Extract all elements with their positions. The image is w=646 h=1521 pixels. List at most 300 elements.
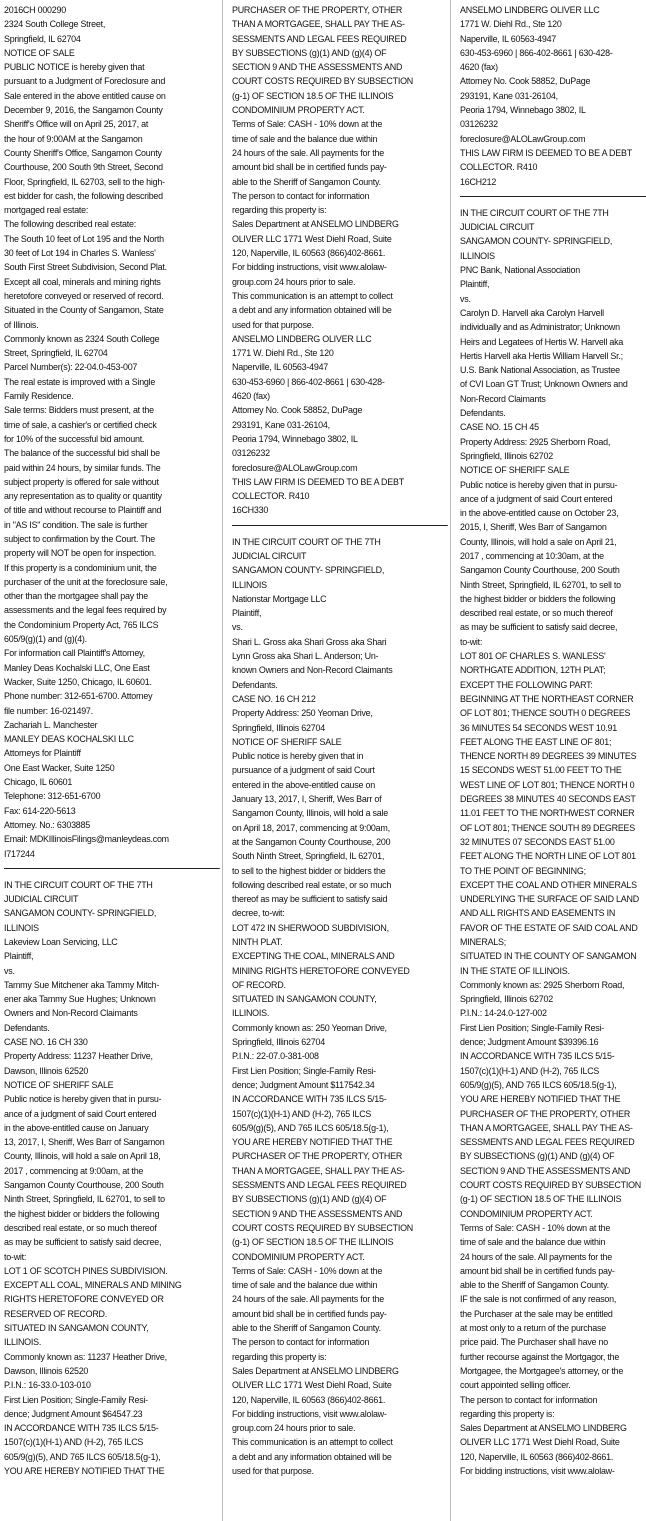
notice-text-line: LOT 472 IN SHERWOOD SUBDIVISION, [232,922,389,934]
notice-text-line: FEET ALONG THE NORTH LINE OF LOT 801 [460,851,636,863]
notice-text-line: THAN A MORTGAGEE, SHALL PAY THE AS- [232,19,405,31]
notice-text-line: dence; Judgment Amount $39396.16 [460,1037,599,1049]
notice-text-line: SESSMENTS AND LEGAL FEES REQUIRED [232,1180,407,1192]
notice-text-line: South First Street Subdivision, Second Plat. [4,262,167,274]
notice-text-line: foreclosure@ALOLawGroup.com [232,462,358,474]
notice-text-line: 605/9(g)(5), AND 765 ILCS 605/18.5(g-1), [232,1122,389,1134]
notice-text-line: RESERVED OF RECORD. [4,1308,107,1320]
notice-text-line: Sangamon County Courthouse, 200 South [4,1180,164,1192]
notice-text-line: 24 hours of the sale. All payments for the [460,1251,612,1263]
notice-text-line: 605/9(g)(5), AND 765 ILCS 605/18.5(g-1), [4,1451,161,1463]
notice-text-line: of title and without recourse to Plaintiff and [4,505,162,517]
notice-text-line: OF LOT 801; THENCE SOUTH 89 DEGREES [460,822,635,834]
notice-text-line: SECTION 9 AND THE ASSESSMENTS AND [232,1208,403,1220]
notice-text-line: regarding this property is: [460,1408,555,1420]
notice-text-line: P.I.N.: 14-24.0-127-002 [460,1008,547,1020]
notice-text-line: The person to contact for information [460,1394,598,1406]
notice-text-line: amount bid shall be in certified funds pay- [460,1265,615,1277]
notice-text-line: THAN A MORTGAGEE, SHALL PAY THE AS- [460,1122,633,1134]
notice-text-line: COURT COSTS REQUIRED BY SUBSECTION [232,1222,413,1234]
notice-text-line: Lakeview Loan Servicing, LLC [4,937,118,948]
notice-text-line: time of sale, a cashier's or certified check [4,419,157,431]
notice-text-line: COURT COSTS REQUIRED BY SUBSECTION [460,1180,641,1192]
notice-text-line: Mortgagee, the Mortgagee's attorney, or the [460,1365,624,1377]
legal-notice [4,4,193,862]
notice-text-line: ILLINOIS [460,250,495,262]
notice-text-line: group.com 24 hours prior to sale. [232,276,356,288]
notice-text-line: SESSMENTS AND LEGAL FEES REQUIRED [232,33,407,45]
notice-text-line: ILLINOIS. [232,1008,270,1020]
notice-text-line: NOTICE OF SHERIFF SALE [460,465,570,477]
notice-text-line: Hertis Harvell aka Hertis William Harvell Sr.; [460,350,623,362]
notice-text-line: 1507(c)(1)(H-1) AND (H-2), 765 ILCS [232,1108,372,1120]
notice-text-line: Except all coal, minerals and mining rights [4,276,161,288]
notice-text-line: group.com 24 hours prior to sale. [232,1423,356,1435]
notice-text-line: IN THE CIRCUIT COURT OF THE 7TH [460,207,609,219]
notice-text-line: of CVI Loan GT Trust; Unknown Owners and [460,379,628,391]
notice-text-line: The following described real estate: [4,219,136,231]
notice-text-line: on April 18, 2017, commencing at 9:00am, [232,822,390,834]
notice-text-line: 24 hours of the sale. All payments for the [232,147,384,159]
notice-text-line: Property Address: 250 Yeoman Drive, [232,708,373,720]
notice-separator [232,525,448,526]
notice-text-line: SITUATED IN THE COUNTY OF SANGAMON [460,951,637,963]
notice-text-line: The person to contact for information [232,1337,370,1349]
notice-text-line: vs. [460,293,471,305]
notice-text-line: at the Sangamon County Courthouse, 200 [232,836,391,848]
legal-notice [232,4,421,519]
notice-text-line: MINING RIGHTS HERETOFORE CONVEYED [232,965,410,977]
notice-text-line: in the above-entitled cause on October 23, [460,508,619,520]
notice-text-line: 630-453-6960 | 866-402-8661 | 630-428- [232,376,385,388]
notice-text-line: for 10% of the successful bid amount. [4,433,145,445]
notice-text-line: 1507(c)(1)(H-1) AND (H-2), 765 ILCS [4,1437,144,1449]
notice-text-line: a debt and any information obtained will be [232,305,392,317]
notice-text-line: Peoria 1794, Winnebago 3802, IL [232,433,358,445]
notice-text-line: IN THE STATE OF ILLINOIS. [460,965,570,977]
notice-text-line: Springfield, Illinois 62702 [460,450,553,462]
notice-text-line: Sales Department at ANSELMO LINDBERG [460,1423,627,1435]
notice-text-line: the highest bidder or bidders the following [4,1208,160,1220]
notice-text-line: subject property is offered for sale without [4,476,159,488]
notice-text-line: YOU ARE HEREBY NOTIFIED THAT THE [4,1465,165,1477]
notice-text-line: SITUATED IN SANGAMON COUNTY, [4,1323,149,1335]
notice-text-line: the Condominium Property Act, 765 ILCS [4,619,159,631]
notice-text-line: mortgaged real estate: [4,205,89,217]
notice-text-line: 13, 2017, I, Sheriff, Wes Barr of Sangamon [4,1137,165,1149]
notice-text-line: NOTICE OF SALE [4,47,75,59]
notice-text-line: described real estate, or so much thereof [460,608,613,620]
notice-text-line: The real estate is improved with a Single [4,376,156,388]
notice-text-line: THENCE NORTH 89 DEGREES 39 MINUTES [460,751,637,763]
notice-text-line: time of sale and the balance due within [460,1237,606,1249]
notice-text-line: WEST LINE OF LOT 801; THENCE NORTH 0 [460,779,635,791]
notice-text-line: Plaintiff, [4,951,34,963]
notice-text-line: 1507(c)(1)(H-1) AND (H-2), 765 ILCS [460,1065,600,1077]
notice-text-line: Terms of Sale: CASH - 10% down at the [232,1265,383,1277]
notice-text-line: OLIVER LLC 1771 West Diehl Road, Suite [460,1437,620,1449]
notice-text-line: Non-Record Claimants [460,393,546,405]
notice-text-line: Plaintiff, [460,279,490,291]
notice-text-line: used for that purpose. [232,319,314,331]
notice-text-line: THIS LAW FIRM IS DEEMED TO BE A DEBT [232,476,404,488]
notice-text-line: PURCHASER OF THE PROPERTY, OTHER [232,5,403,16]
notice-text-line: 4620 (fax) [232,391,270,403]
notice-text-line: 120, Naperville, IL 60563 (866)402-8661. [232,248,386,260]
notice-text-line: 605/9(g)(1) and (g)(4). [4,634,87,646]
notice-text-line: AND ALL RIGHTS AND EASEMENTS IN [460,908,616,920]
notice-text-line: NORTHGATE ADDITION, 12TH PLAT; [460,665,606,677]
notice-text-line: Attorney No. Cook 58852, DuPage [232,405,363,417]
notice-text-line: any representation as to quality or quantity [4,491,162,503]
notice-text-line: at most only to a return of the purchase [460,1323,606,1335]
notice-text-line: BY SUBSECTIONS (g)(1) AND (g)(4) OF [460,1151,615,1163]
notice-text-line: Phone number: 312-651-6700. Attorney [4,691,153,703]
notice-text-line: PURCHASER OF THE PROPERTY, OTHER [232,1151,403,1163]
notice-text-line: subject to confirmation by the Court. The [4,533,155,545]
notice-text-line: ILLINOIS [4,922,39,934]
notice-text-line: Sangamon County Courthouse, 200 South [460,565,620,577]
notice-text-line: Property Address: 11237 Heather Drive, [4,1051,153,1063]
notice-text-line: OLIVER LLC 1771 West Diehl Road, Suite [232,1380,392,1392]
notice-text-line: IN THE CIRCUIT COURT OF THE 7TH [4,879,153,891]
notice-text-line: described real estate, or so much thereof [4,1222,157,1234]
notice-text-line: PURCHASER OF THE PROPERTY, OTHER [460,1108,631,1120]
notice-text-line: dence; Judgment Amount $117542.34 [232,1079,375,1091]
notice-text-line: CASE NO. 16 CH 212 [232,693,316,705]
notice-text-line: MINERALS; [460,937,507,948]
notice-text-line: Fax: 614-220-5613 [4,805,76,817]
notice-text-line: THIS LAW FIRM IS DEEMED TO BE A DEBT [460,147,632,159]
notice-text-line: 605/9(g)(5), AND 765 ILCS 605/18.5(g-1), [460,1079,617,1091]
notice-text-line: foreclosure@ALOLawGroup.com [460,133,586,145]
notice-text-line: Carolyn D. Harvell aka Carolyn Harvell [460,307,604,319]
notice-text-line: Defendants. [4,1022,50,1034]
notice-text-line: IN THE CIRCUIT COURT OF THE 7TH [232,536,381,548]
notice-text-line: ance of a judgment of said Court entered [460,493,613,505]
notice-text-line: RIGHTS HERETOFORE CONVEYED OR [4,1294,164,1306]
notice-text-line: Manley Deas Kochalski LLC, One East [4,662,150,674]
notice-text-line: Terms of Sale: CASH - 10% down at the [232,119,383,131]
notice-text-line: thereof as may be sufficient to satisfy said [232,894,388,906]
notice-text-line: following described real estate, or so much [232,879,392,891]
notice-text-line: The balance of the successful bid shall be [4,448,160,460]
notice-text-line: Shari L. Gross aka Shari Gross aka Shari [232,636,387,648]
notice-text-line: vs. [232,622,243,634]
notice-text-line: pursuant to a Judgment of Foreclosure and [4,76,166,88]
notice-text-line: This communication is an attempt to collect [232,290,393,302]
notice-text-line: ANSELMO LINDBERG OLIVER LLC [460,5,600,16]
notice-text-line: 293191, Kane 031-26104, [460,90,558,102]
notice-text-line: 16CH330 [232,505,269,517]
notice-text-line: (g-1) OF SECTION 18.5 OF THE ILLINOIS [460,1194,622,1206]
notice-text-line: other than the mortgagee shall pay the [4,591,148,603]
notice-separator [4,868,220,869]
notice-text-line: NOTICE OF SHERIFF SALE [232,736,342,748]
notice-text-line: LOT 801 OF CHARLES S. WANLESS' [460,651,606,663]
notice-text-line: assessments and the legal fees required by [4,605,167,617]
notice-text-line: 120, Naperville, IL 60563 (866)402-8661. [232,1394,386,1406]
notice-text-line: ener aka Tammy Sue Hughes; Unknown [4,994,156,1006]
notice-text-line: YOU ARE HEREBY NOTIFIED THAT THE [232,1137,393,1149]
notice-text-line: Attorney. No.: 6303885 [4,819,90,831]
notice-text-line: 32 MINUTES 07 SECONDS EAST 51.00 [460,836,615,848]
notice-text-line: January 13, 2017, I, Sheriff, Wes Barr of [232,794,382,806]
notice-text-line: Sales Department at ANSELMO LINDBERG [232,219,399,231]
notice-text-line: OLIVER LLC 1771 West Diehl Road, Suite [232,233,392,245]
notice-text-line: SANGAMON COUNTY- SPRINGFIELD, [4,908,157,920]
notice-text-line: BEGINNING AT THE NORTHEAST CORNER [460,693,634,705]
notice-text-line: County, Illinois, will hold a sale on April 21, [460,536,617,548]
notice-text-line: EXCEPT THE COAL AND OTHER MINERALS [460,879,637,891]
notice-text-line: OF LOT 801; THENCE SOUTH 0 DEGREES [460,708,631,720]
notice-text-line: SESSMENTS AND LEGAL FEES REQUIRED [460,1137,635,1149]
notice-text-line: as may be sufficient to satisfy said decree, [4,1237,162,1249]
notice-text-line: P.I.N.: 22-07.0-381-008 [232,1051,319,1063]
notice-text-line: For bidding instructions, visit www.alolaw- [232,262,387,274]
notice-text-line: U.S. Bank National Association, as Trustee [460,365,620,377]
notice-text-line: ance of a judgment of said Court entered [4,1108,157,1120]
notice-text-line: in "AS IS" condition. The sale is further [4,519,148,531]
notice-text-line: Dawson, Illinois 62520 [4,1365,89,1377]
notice-text-line: IN ACCORDANCE WITH 735 ILCS 5/15- [232,1094,387,1106]
notice-text-line: regarding this property is: [232,1351,327,1363]
notice-text-line: Courthouse, 200 South 9th Street, Second [4,162,163,174]
notice-text-line: 24 hours of the sale. All payments for the [232,1294,384,1306]
column-divider-1 [222,0,223,1521]
notice-text-line: South Ninth Street, Springfield, IL 62701, [232,851,385,863]
notice-text-line: the Purchaser at the sale may be entitled [460,1308,613,1320]
notice-text-line: SANGAMON COUNTY- SPRINGFIELD, [232,565,385,577]
notice-text-line: SANGAMON COUNTY- SPRINGFIELD, [460,236,613,248]
column-2 [232,4,421,1479]
notice-text-line: BY SUBSECTIONS (g)(1) AND (g)(4) OF [232,47,387,59]
notice-text-line: December 9, 2016, the Sangamon County [4,105,163,117]
notice-text-line: Defendants. [460,408,506,420]
notice-separator [460,196,646,197]
notice-text-line: 1771 W. Diehl Rd., Ste 120 [460,19,562,31]
notice-text-line: 630-453-6960 | 866-402-8661 | 630-428- [460,47,613,59]
notice-text-line: property will NOT be open for inspection. [4,548,156,560]
notice-text-line: Terms of Sale: CASH - 10% down at the [460,1222,611,1234]
notice-text-line: The person to contact for information [232,190,370,202]
notice-text-line: Ninth Street, Springfield, IL 62701, to sell to [460,579,621,591]
column-3 [460,4,646,1479]
notice-text-line: DEGREES 38 MINUTES 40 SECONDS EAST [460,794,636,806]
notice-text-line: BY SUBSECTIONS (g)(1) AND (g)(4) OF [232,1194,387,1206]
notice-text-line: Telephone: 312-651-6700 [4,791,101,803]
notice-text-line: UNDERLYING THE SURFACE OF SAID LAND [460,894,639,906]
notice-text-line: The South 10 feet of Lot 195 and the North [4,233,164,245]
notice-text-line: Attorneys for Plaintiff [4,748,81,760]
notice-text-line: 11.01 FEET TO THE NORTHWEST CORNER [460,808,635,820]
notice-text-line: Email: MDKIllinoisFilings@manleydeas.com [4,834,169,846]
notice-text-line: 2015, I, Sheriff, Wes Barr of Sangamon [460,522,607,534]
notice-text-line: used for that purpose. [232,1465,314,1477]
notice-text-line: Peoria 1794, Winnebago 3802, IL [460,105,586,117]
notice-text-line: THAN A MORTGAGEE, SHALL PAY THE AS- [232,1165,405,1177]
notice-text-line: 30 feet of Lot 194 in Charles S. Wanless' [4,248,156,260]
notice-text-line: 293191, Kane 031-26104, [232,419,330,431]
notice-text-line: County Sheriff's Office, Sangamon County [4,147,162,159]
notice-text-line: FAVOR OF THE ESTATE OF SAID COAL AND [460,922,638,934]
notice-text-line: LOT 1 OF SCOTCH PINES SUBDIVISION. [4,1265,168,1277]
notice-text-line: a debt and any information obtained will be [232,1451,392,1463]
notice-text-line: the highest bidder or bidders the following [460,593,616,605]
notice-text-line: One East Wacker, Suite 1250 [4,762,115,774]
notice-text-line: Owners and Non-Record Claimants [4,1008,138,1020]
notice-text-line: Family Residence. [4,391,74,403]
notice-text-line: TO THE POINT OF BEGINNING; [460,865,586,877]
notice-text-line: able to the Sheriff of Sangamon County. [232,176,381,188]
notice-text-line: pursuance of a judgment of said Court [232,765,375,777]
notice-text-line: price paid. The Purchaser shall have no [460,1337,609,1349]
notice-text-line: Nationstar Mortgage LLC [232,593,327,605]
notice-text-line: CONDOMINIUM PROPERTY ACT. [460,1208,593,1220]
notice-text-line: Heirs and Legatees of Hertis W. Harvell aka [460,336,624,348]
notice-text-line: Property Address: 2925 Sherborn Road, [460,436,611,448]
notice-text-line: SECTION 9 AND THE ASSESSMENTS AND [460,1165,631,1177]
notice-text-line: regarding this property is: [232,205,327,217]
notice-text-line: IN ACCORDANCE WITH 735 ILCS 5/15- [4,1423,159,1435]
notice-text-line: EXCEPTING THE COAL, MINERALS AND [232,951,395,963]
legal-notice [460,4,646,190]
notice-text-line: JUDICIAL CIRCUIT [460,222,535,234]
notice-text-line: ANSELMO LINDBERG OLIVER LLC [232,333,372,345]
notice-text-line: Zachariah L. Manchester [4,719,98,731]
notice-text-line: time of sale and the balance due within [232,1280,378,1292]
notice-text-line: CASE NO. 16 CH 330 [4,1037,88,1049]
notice-text-line: amount bid shall be in certified funds pay- [232,1308,387,1320]
notice-text-line: Naperville, IL 60563-4947 [460,33,557,45]
notice-text-line: 15 SECONDS WEST 51.00 FEET TO THE [460,765,622,777]
notice-text-line: Lynn Gross aka Shari L. Anderson; Un- [232,651,379,663]
notice-text-line: Dawson, Illinois 62520 [4,1065,89,1077]
notice-text-line: ILLINOIS [232,579,267,591]
notice-text-line: First Lien Position; Single-Family Resi- [232,1065,376,1077]
notice-text-line: to sell to the highest bidder or bidders the [232,865,386,877]
notice-text-line: time of sale and the balance due within [232,133,378,145]
notice-text-line: 2017 , commencing at 10:30am, at the [460,550,604,562]
notice-text-line: individually and as Administrator; Unknown [460,322,620,334]
notice-text-line: further recourse against the Mortgagor, the [460,1351,620,1363]
notice-text-line: Floor, Springfield, IL 62703, sell to the high- [4,176,165,188]
notice-text-line: est bidder for cash, the following described [4,190,163,202]
notice-text-line: Public notice is hereby given that in pursu- [4,1094,162,1106]
notice-text-line: This communication is an attempt to collect [232,1437,393,1449]
notice-text-line: For information call Plaintiff's Attorney, [4,648,145,660]
notice-text-line: Sangamon County, Illinois, will hold a sale [232,808,388,820]
notice-text-line: Chicago, IL 60601 [4,777,73,789]
notice-text-line: NINTH PLAT. [232,937,283,948]
notice-text-line: Public notice is hereby given that in pursu- [460,479,618,491]
notice-text-line: PNC Bank, National Association [460,265,580,277]
notice-text-line: (g-1) OF SECTION 18.5 OF THE ILLINOIS [232,1237,394,1249]
notice-text-line: OF RECORD. [232,979,286,991]
notice-text-line: EXCEPT THE FOLLOWING PART: [460,679,593,691]
notice-text-line: vs. [4,965,15,977]
notice-text-line: Naperville, IL 60563-4947 [232,362,329,374]
notice-text-line: decree, to-wit: [232,908,285,920]
notice-text-line: known Owners and Non-Record Claimants [232,665,393,677]
notice-text-line: Commonly known as: 2925 Sherborn Road, [460,979,625,991]
notice-text-line: For bidding instructions, visit www.alolaw- [232,1408,387,1420]
notice-text-line: Springfield, IL 62704 [4,33,81,45]
notice-text-line: COLLECTOR. R410 [232,491,310,503]
notice-text-line: 2324 South College Street, [4,19,106,31]
notice-text-line: PUBLIC NOTICE is hereby given that [4,62,145,74]
notice-text-line: able to the Sheriff of Sangamon County. [460,1280,609,1292]
notice-text-line: Situated in the County of Sangamon, State [4,305,164,317]
notice-text-line: 36 MINUTES 54 SECONDS WEST 10.91 [460,722,618,734]
notice-text-line: For bidding instructions, visit www.alolaw- [460,1465,615,1477]
notice-text-line: Sales Department at ANSELMO LINDBERG [232,1365,399,1377]
notice-text-line: SITUATED IN SANGAMON COUNTY, [232,994,377,1006]
notice-text-line: Attorney No. Cook 58852, DuPage [460,76,591,88]
notice-text-line: the hour of 9:00AM at the Sangamon [4,133,143,145]
notice-text-line: Defendants. [232,679,278,691]
notice-text-line: EXCEPT ALL COAL, MINERALS AND MINING [4,1280,182,1292]
notice-text-line: 03126232 [232,448,270,460]
notice-text-line: entered in the above-entitled cause on [232,779,375,791]
notice-text-line: Ninth Street, Springfield, IL 62701, to sell to [4,1194,165,1206]
notice-text-line: purchaser of the unit at the foreclosure sale, [4,576,168,588]
notice-text-line: IN ACCORDANCE WITH 735 ILCS 5/15- [460,1051,615,1063]
notice-text-line: CONDOMINIUM PROPERTY ACT. [232,1251,365,1263]
notice-text-line: of Illinois. [4,319,39,331]
notice-text-line: 2016CH 000290 [4,5,66,16]
notice-text-line: as may be sufficient to satisfy said decree, [460,622,618,634]
notice-text-line: 4620 (fax) [460,62,498,74]
notice-text-line: CONDOMINIUM PROPERTY ACT. [232,105,365,117]
notice-text-line: dence; Judgment Amount $64547.23 [4,1408,143,1420]
notice-text-line: Springfield, Illinois 62702 [460,994,553,1006]
notice-text-line: paid within 24 hours, by similar funds. The [4,462,161,474]
notice-text-line: Street, Springfield, IL 62704 [4,348,108,360]
notice-text-line: If this property is a condominium unit, the [4,562,157,574]
notice-text-line: IF the sale is not confirmed of any reason, [460,1294,617,1306]
notice-text-line: FEET ALONG THE EAST LINE OF 801; [460,736,612,748]
notice-text-line: file number: 16-021497. [4,705,93,717]
notice-text-line: Plaintiff, [232,608,262,620]
notice-text-line: amount bid shall be in certified funds pay- [232,162,387,174]
notice-text-line: able to the Sheriff of Sangamon County. [232,1323,381,1335]
notice-text-line: JUDICIAL CIRCUIT [232,550,307,562]
notice-text-line: in the above-entitled cause on January [4,1122,149,1134]
legal-notice [232,536,421,1480]
notice-text-line: County, Illinois, will hold a sale on April 18, [4,1151,161,1163]
notice-text-line: SECTION 9 AND THE ASSESSMENTS AND [232,62,403,74]
notice-text-line: First Lien Position; Single-Family Resi- [460,1022,604,1034]
notice-text-line: COLLECTOR. R410 [460,162,538,174]
notice-text-line: P.I.N.: 16-33.0-103-010 [4,1380,91,1392]
notice-text-line: I717244 [4,848,35,860]
notice-text-line: 120, Naperville, IL 60563 (866)402-8661. [460,1451,614,1463]
notice-text-line: First Lien Position; Single-Family Resi- [4,1394,148,1406]
notice-text-line: YOU ARE HEREBY NOTIFIED THAT THE [460,1094,621,1106]
column-divider-2 [450,0,451,1521]
legal-notice [4,879,193,1479]
column-1 [4,4,193,1479]
legal-notice [460,207,646,1479]
notice-text-line: to-wit: [4,1251,27,1263]
notice-text-line: MANLEY DEAS KOCHALSKI LLC [4,734,134,746]
notice-text-line: 03126232 [460,119,498,131]
notice-text-line: heretofore conveyed or reserved of record. [4,290,164,302]
notice-text-line: 2017 , commencing at 9:00am, at the [4,1165,144,1177]
notice-text-line: Springfield, Illinois 62704 [232,1037,325,1049]
notice-text-line: Public notice is hereby given that in [232,751,364,763]
